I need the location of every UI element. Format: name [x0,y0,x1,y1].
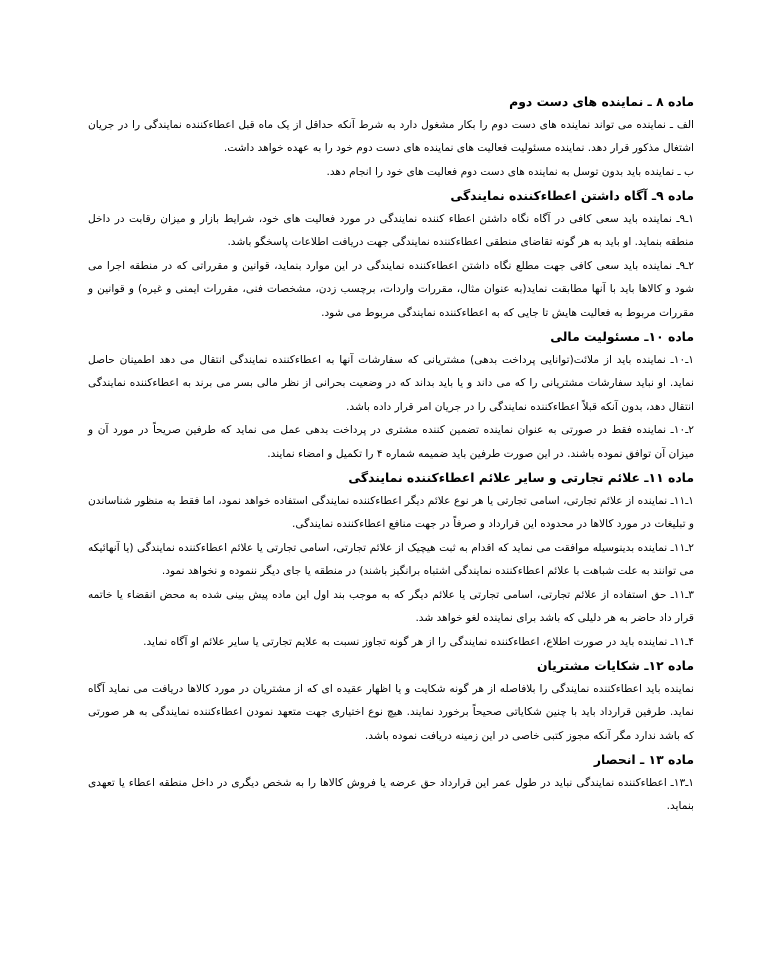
article-8-heading: ماده ۸ ـ نماینده های دست دوم [509,94,694,109]
article-12-body: نماینده باید اعطاءکننده نمایندگی را بلافاصله از هر گونه شکایت و یا اظهار عقیده ای که از مشتریان در مورد کالاها دریافت می نماید آگاه نماید. طرفین قرارداد باید با چنین شکایاتی صحیحاً برخورد نمایند. هیچ نوع اختیاری جهت متعهد نمودن اعطاءکننده نمایندگی به هر صورتی که باشد ندارد مگر آنکه مجوز کتبی خاصی در این زمینه دریافت نموده باشد. [88,682,694,742]
article-12-heading: ماده ۱۲ـ شکایات مشتریان [536,658,694,673]
article-11-3: ۳ـ۱۱ـ حق استفاده از علائم تجارتی، اسامی تجارتی یا علائم دیگر که به موجب بند اول این ماده پیش بینی شده به محض انقضاء یا خاتمه قرار داد حاضر به هر دلیلی که باشد برای نماینده لغو خواهد شد. [88,588,694,624]
article-9-2: ۲ـ۹ـ نماینده باید سعی کافی جهت مطلع نگاه داشتن اعطاءکننده نمایندگی در این موارد بنماید، قوانین و مقرراتی که در منطقه اجرا می شود و کالاها باید با آنها مطابقت نماید(به عنوان مثال، مقررات واردات، برچسب زدن، مشخصات فنی، مقررات ایمنی و غیره) و قوانین و مقررات مربوط به فعالیت هایش تا جایی که به اعطاءکننده نمایندگی مربوط می شود. [88,259,694,319]
article-11-2: ۲ـ۱۱ـ نماینده بدینوسیله موافقت می نماید که اقدام به ثبت هیچیک از علائم تجارتی، اسامی تجارتی یا علائم اعطاءکننده نمایندگی (یا آنهائیکه می توانند به علت شباهت با علائم اعطاءکننده نمایندگی اشتباه برانگیز باشند) در منطقه یا جای دیگر ننموده و نخواهد نمود. [88,541,694,577]
document-body [88,90,694,819]
article-11-1: ۱ـ۱۱ـ نماینده از علائم تجارتی، اسامی تجارتی یا هر نوع علائم دیگر اعطاءکننده نمایندگی استفاده خواهد نمود، اما فقط به منظور شناساندن و تبلیغات در مورد کالاها در محدوده این قرارداد و صرفاً در جهت منافع اعطاءکننده نمایندگی. [88,494,694,530]
article-10-heading: ماده ۱۰ـ مسئولیت مالی [550,329,694,344]
article-11-heading: ماده ۱۱ـ علائم تجارتی و سایر علائم اعطاءکننده نمایندگی [348,470,694,485]
article-13-1: ۱ـ۱۳ـ اعطاءکننده نمایندگی نباید در طول عمر این قرارداد حق عرضه یا فروش کالاها را به شخص دیگری در داخل منطقه اعطاء یا تعهدی بنماید. [88,776,694,812]
article-11-4: ۴ـ۱۱ـ نماینده باید در صورت اطلاع، اعطاءکننده نمایندگی را از هر گونه تجاوز نسبت به علایم تجارتی یا سایر علائم او آگاه نماید. [143,635,694,648]
article-10-1: ۱ـ۱۰ـ نماینده باید از ملائت(توانایی پرداخت بدهی) مشتریانی که سفارشات آنها به اعطاءکننده نمایندگی انتقال می دهد اطمینان حاصل نماید. او نباید سفارشات مشتریانی را که می داند و یا باید بداند که در وضعیت بحرانی از نظر مالی بسر می برند به اعطاءکننده نمایندگی انتقال دهد، بدون آنکه قبلاً اعطاءکننده نمایندگی را در جریان امر قرار داده باشد. [88,353,694,413]
article-13-heading: ماده ۱۳ ـ انحصار [593,752,694,767]
article-10-2: ۲ـ۱۰ـ نماینده فقط در صورتی به عنوان نماینده تضمین کننده مشتری در پرداخت بدهی عمل می نماید که طرفین صریحاً در مورد آن و میزان آن توافق نموده باشند. در این صورت طرفین باید ضمیمه شماره ۴ را تکمیل و امضاء نمایند. [88,424,694,460]
article-8-clause-a: الف ـ نماینده می تواند نماینده های دست دوم را بکار مشغول دارد به شرط آنکه حداقل از یک ماه قبل اعطاءکننده نمایندگی را در جریان اشتغال مذکور قرار دهد. نماینده مسئولیت فعالیت های نماینده های دست دوم خود را به عهده خواهد داشت. [88,118,694,154]
article-8-clause-b: ب ـ نماینده باید بدون توسل به نماینده های دست دوم فعالیت های خود را انجام دهد. [326,165,694,178]
article-9-heading: ماده ۹ـ آگاه داشتن اعطاءکننده نمایندگی [450,188,694,203]
article-9-1: ۱ـ۹ـ نماینده باید سعی کافی در آگاه نگاه داشتن اعطاء کننده نمایندگی در مورد فعالیت های خود، شرایط بازار و میزان رقابت در داخل منطقه بنماید. او باید به هر گونه تقاضای منطقی اعطاءکننده نمایندگی جهت دریافت اطلاعات پاسخگو باشد. [88,212,694,248]
